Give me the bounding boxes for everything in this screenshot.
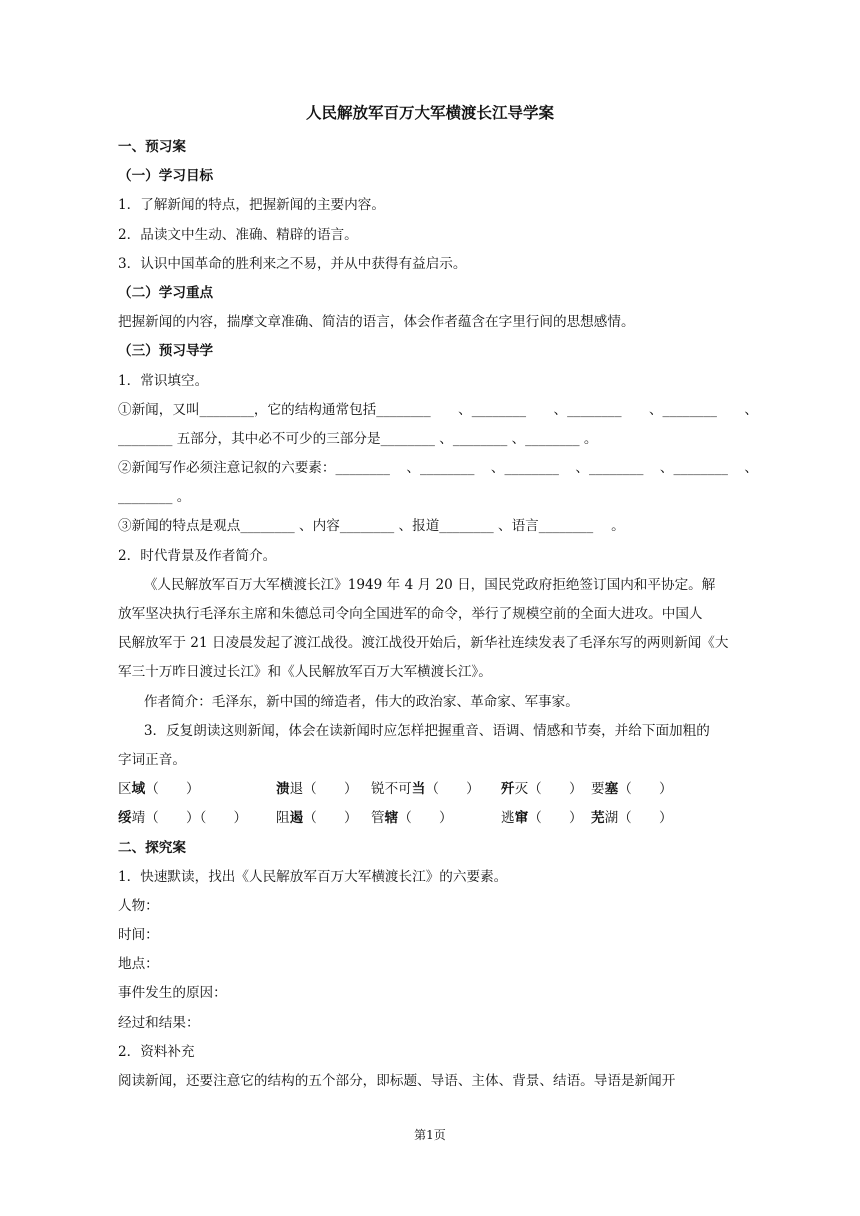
bold-char: 窜 xyxy=(514,810,529,827)
pronunciation-row xyxy=(118,775,758,804)
goal-item: 2．品读文中生动、准确、精辟的语言。 xyxy=(118,226,358,243)
answer-blank: （ ） xyxy=(528,810,583,827)
background-paragraph-line: 军三十万昨日渡过长江》和《人民解放军百万大军横渡长江》。 xyxy=(118,664,492,681)
focus-text: 把握新闻的内容，揣摩文章准确、简洁的语言，体会作者蕴含在字里行间的思想感情。 xyxy=(118,314,635,331)
question-1: 1．常识填空。 xyxy=(118,372,209,389)
bold-char: 遏 xyxy=(289,810,304,827)
fill-blank-segment: ①新闻，又叫________，它的结构通常包括________ xyxy=(118,401,431,418)
word-text: 逃 xyxy=(501,810,515,827)
pronunciation-item xyxy=(371,804,501,833)
pronunciation-item xyxy=(501,775,591,804)
pronunciation-item xyxy=(591,775,673,804)
element-place: 地点： xyxy=(118,956,159,973)
answer-blank: 灭（ ） xyxy=(514,781,583,798)
subheading-learning-focus: （二）学习重点 xyxy=(118,284,214,301)
fill-blank-segment: 、________ xyxy=(490,460,559,477)
pronunciation-item xyxy=(501,804,591,833)
section-heading-explore: 二、探究案 xyxy=(118,839,186,856)
subheading-learning-goals: （一）学习目标 xyxy=(118,168,214,185)
explore-question-2: 2．资料补充 xyxy=(118,1043,195,1060)
bold-char: 当 xyxy=(411,781,426,798)
background-paragraph-line: 民解放军于 21 日凌晨发起了渡江战役。渡江战役开始后，新华社连续发表了毛泽东写的两则新闻《大 xyxy=(118,635,729,652)
answer-blank: 退（ ） xyxy=(289,781,358,798)
bold-char: 歼 xyxy=(501,781,515,798)
element-time: 时间： xyxy=(118,927,159,944)
element-people: 人物： xyxy=(118,897,159,914)
author-intro: 作者简介：毛泽东，新中国的缔造者，伟大的政治家、革命家、军事家。 xyxy=(143,693,579,710)
fill-blank-six-elements xyxy=(118,454,758,483)
fill-blank-six-elements-cont: ________ 。 xyxy=(118,489,191,506)
fill-blank-segment: 、________ xyxy=(458,401,527,418)
page-number: 第1页 xyxy=(414,1128,446,1142)
answer-blank: （ ） xyxy=(145,781,200,798)
pronunciation-item xyxy=(118,804,276,833)
answer-blank: 靖（ ）（ ） xyxy=(131,810,248,827)
word-text: 阻 xyxy=(276,810,290,827)
pronunciation-item xyxy=(371,775,501,804)
fill-blank-segment: 、________ xyxy=(406,460,475,477)
fill-blank-news-features: ③新闻的特点是观点________ 、内容________ 、报道________ 、语言________ 。 xyxy=(118,518,625,535)
document-body xyxy=(118,133,758,1096)
question-3: 3．反复朗读这则新闻，体会在读新闻时应怎样把握重音、语调、情感和节奏，并给下面加粗的 xyxy=(143,722,710,739)
fill-blank-segment: 、 xyxy=(744,401,758,418)
element-cause: 事件发生的原因： xyxy=(118,985,227,1002)
fill-blank-segment: 、________ xyxy=(659,460,728,477)
bold-char: 辖 xyxy=(384,810,399,827)
answer-blank: （ ） xyxy=(303,810,358,827)
pronunciation-item xyxy=(276,775,371,804)
word-text: 区 xyxy=(118,781,132,798)
pronunciation-item xyxy=(591,804,673,833)
background-paragraph-line: 放军坚决执行毛泽东主席和朱德总司令向全国进军的命令，举行了规模空前的全面大进攻。中国人 xyxy=(118,606,703,622)
word-text: 锐不可 xyxy=(371,781,412,798)
bold-char: 域 xyxy=(131,781,146,798)
supplement-text: 阅读新闻，还要注意它的结构的五个部分，即标题、导语、主体、背景、结语。导语是新闻开 xyxy=(118,1073,676,1089)
subheading-preview-guide: （三）预习导学 xyxy=(118,343,214,360)
question-2: 2．时代背景及作者简介。 xyxy=(118,547,277,564)
fill-blank-segment: 、________ xyxy=(553,401,622,418)
element-result: 经过和结果： xyxy=(118,1014,200,1031)
pronunciation-item xyxy=(118,775,276,804)
answer-blank: （ ） xyxy=(425,781,480,798)
fill-blank-news-structure-cont: ________ 五部分，其中必不可少的三部分是________ 、________ 、________ 。 xyxy=(118,430,598,447)
fill-blank-segment: 、 xyxy=(744,460,758,477)
fill-blank-segment: 、________ xyxy=(575,460,644,477)
word-text: 管 xyxy=(371,810,385,827)
fill-blank-segment: 、________ xyxy=(648,401,717,418)
fill-blank-segment: ②新闻写作必须注意记叙的六要素：________ xyxy=(118,460,390,477)
goal-item: 3．认识中国革命的胜利来之不易，并从中获得有益启示。 xyxy=(118,255,467,272)
question-3-cont: 字词正音。 xyxy=(118,751,186,768)
goal-item: 1．了解新闻的特点，把握新闻的主要内容。 xyxy=(118,197,385,214)
bold-char: 芜 xyxy=(591,810,605,827)
answer-blank: （ ） xyxy=(618,781,673,798)
bold-char: 塞 xyxy=(604,781,619,798)
explore-question-1: 1．快速默读，找出《人民解放军百万大军横渡长江》的六要素。 xyxy=(118,868,508,885)
bold-char: 绥 xyxy=(118,810,132,827)
answer-blank: （ ） xyxy=(398,810,453,827)
background-paragraph-line: 《人民解放军百万大军横渡长江》1949 年 4 月 20 日，国民党政府拒绝签订国内和平协定。解 xyxy=(143,576,716,593)
pronunciation-row xyxy=(118,804,758,833)
word-text: 要 xyxy=(591,781,605,798)
document-title: 人民解放军百万大军横渡长江导学案 xyxy=(305,103,554,122)
answer-blank: 湖（ ） xyxy=(604,810,673,827)
fill-blank-news-structure xyxy=(118,396,758,425)
bold-char: 溃 xyxy=(276,781,290,798)
pronunciation-item xyxy=(276,804,371,833)
section-heading-preview: 一、预习案 xyxy=(118,139,186,155)
